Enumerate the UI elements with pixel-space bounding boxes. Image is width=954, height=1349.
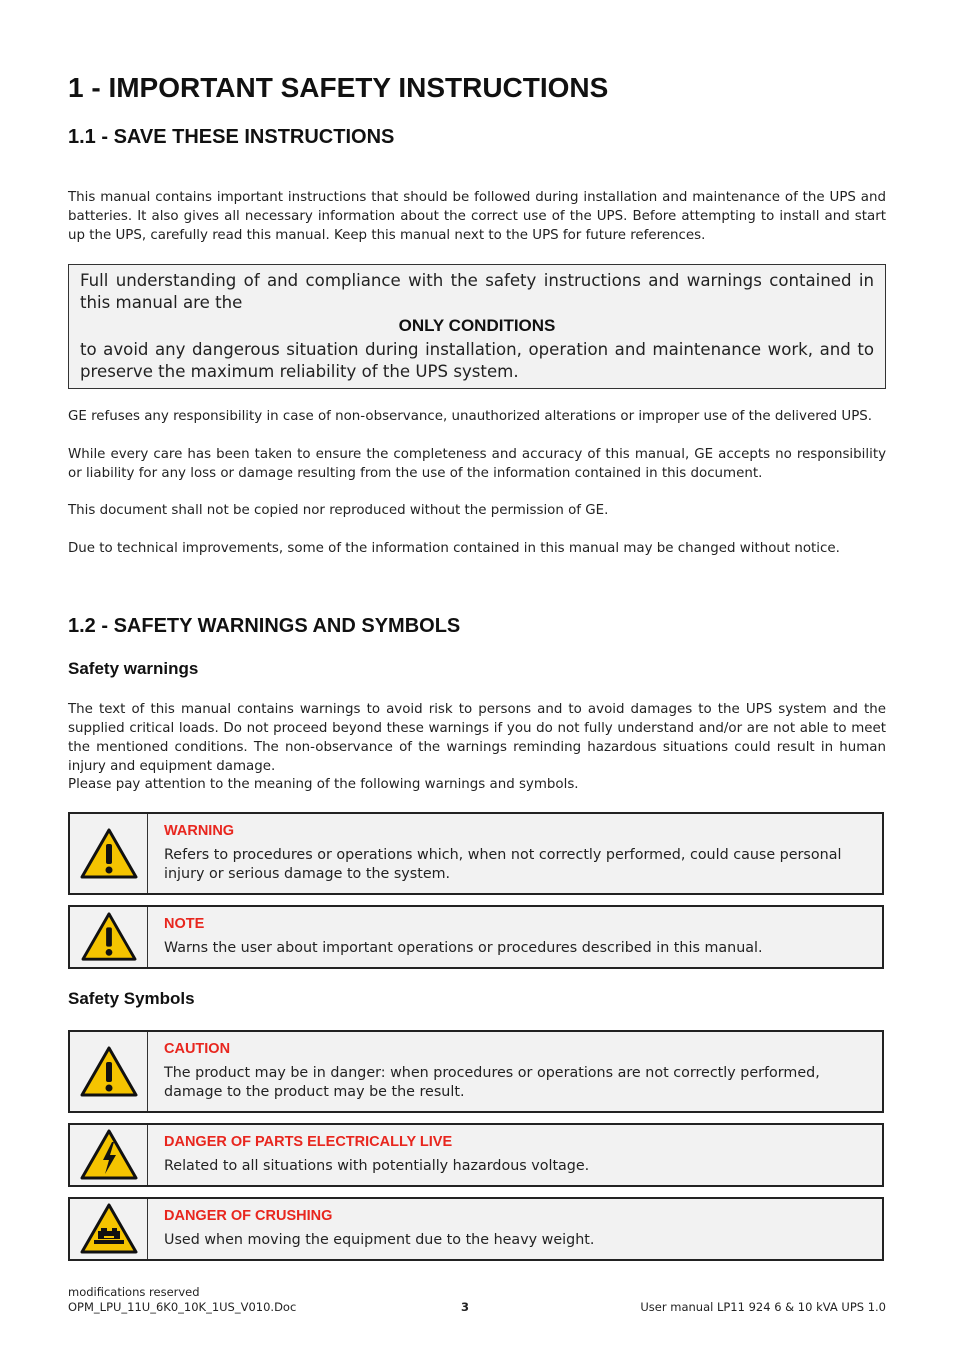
high-voltage-icon (79, 1128, 139, 1182)
electrically-live-row (68, 1123, 884, 1187)
warning-triangle-icon (79, 911, 139, 963)
footer-page-number: 3 (460, 1300, 469, 1314)
warning-triangle-icon (79, 827, 139, 881)
caution-label: CAUTION (164, 1041, 231, 1057)
crushing-label: DANGER OF CRUSHING (164, 1208, 333, 1224)
warning-row (68, 812, 884, 895)
caution-row (68, 1030, 884, 1113)
subsection-title-safety-symbols: Safety Symbols (68, 989, 195, 1008)
paragraph-copy: This document shall not be copied nor reproduced without the permission of GE. (68, 503, 609, 518)
note-label: NOTE (164, 916, 205, 932)
electrically-live-label: DANGER OF PARTS ELECTRICALLY LIVE (164, 1134, 453, 1150)
footer-manual-title: User manual LP11 924 6 & 10 kVA UPS 1.0 (640, 1300, 886, 1314)
crushing-hazard-icon (79, 1202, 139, 1256)
paragraph-responsibility: GE refuses any responsibility in case of non-observance, unauthorized alterations or improper use of the delivered UPS. (68, 409, 873, 424)
crushing-row (68, 1197, 884, 1261)
paragraph-changes: Due to technical improvements, some of the information contained in this manual may be changed without notice. (68, 541, 840, 556)
crushing-text: Used when moving the equipment due to the heavy weight. (164, 1232, 595, 1248)
intro-paragraph: This manual contains important instructions that should be followed during installation and maintenance of the UPS and batteries. It also gives all necessary information about the correct use of the UPS. Before attempting to install and start up the UPS, carefully read this manual. Keep this manual next to the UPS for future references. (68, 190, 886, 243)
warning-label: WARNING (164, 823, 235, 839)
electrically-live-text: Related to all situations with potentially hazardous voltage. (164, 1158, 590, 1174)
warning-triangle-icon (79, 1045, 139, 1099)
warning-text: Refers to procedures or operations which, when not correctly performed, could cause personal injury or serious damage to the system. (164, 847, 842, 882)
caution-text: The product may be in danger: when procedures or operations are not correctly performed, damage to the product may be the result. (164, 1065, 820, 1100)
conditions-line-1: Full understanding of and compliance with the safety instructions and warnings contained in this manual are the (80, 271, 874, 312)
conditions-box (68, 264, 886, 389)
warnings-paragraph: The text of this manual contains warnings to avoid risk to persons and to avoid damages to the UPS system and the supplied critical loads. Do not proceed beyond these warnings if you do not fully understand and/or are not able to meet the mentioned conditions. The non-observance of the warnings reminding hazardous situations could result in human injury and equipment damage. (68, 702, 886, 774)
conditions-center-label: ONLY CONDITIONS (398, 316, 556, 335)
note-row (68, 905, 884, 969)
conditions-line-2: to avoid any dangerous situation during installation, operation and maintenance work, and to preserve the maximum reliability of the UPS system. (80, 340, 874, 381)
note-text: Warns the user about important operations or procedures described in this manual. (164, 940, 763, 956)
page-title: 1 - IMPORTANT SAFETY INSTRUCTIONS (68, 72, 609, 103)
section-title-save-instructions: 1.1 - SAVE THESE INSTRUCTIONS (68, 126, 395, 148)
section-title-safety-warnings: 1.2 - SAFETY WARNINGS AND SYMBOLS (68, 615, 461, 637)
warnings-paragraph-2: Please pay attention to the meaning of the following warnings and symbols. (68, 777, 579, 792)
footer-doc-name: OPM_LPU_11U_6K0_10K_1US_V010.Doc (68, 1300, 297, 1314)
paragraph-liability: While every care has been taken to ensure the completeness and accuracy of this manual, GE accepts no responsibility or liability for any loss or damage resulting from the use of the information contained in this document. (68, 447, 886, 481)
footer-note: modifications reserved (68, 1285, 200, 1299)
subsection-title-safety-warnings: Safety warnings (68, 659, 199, 678)
